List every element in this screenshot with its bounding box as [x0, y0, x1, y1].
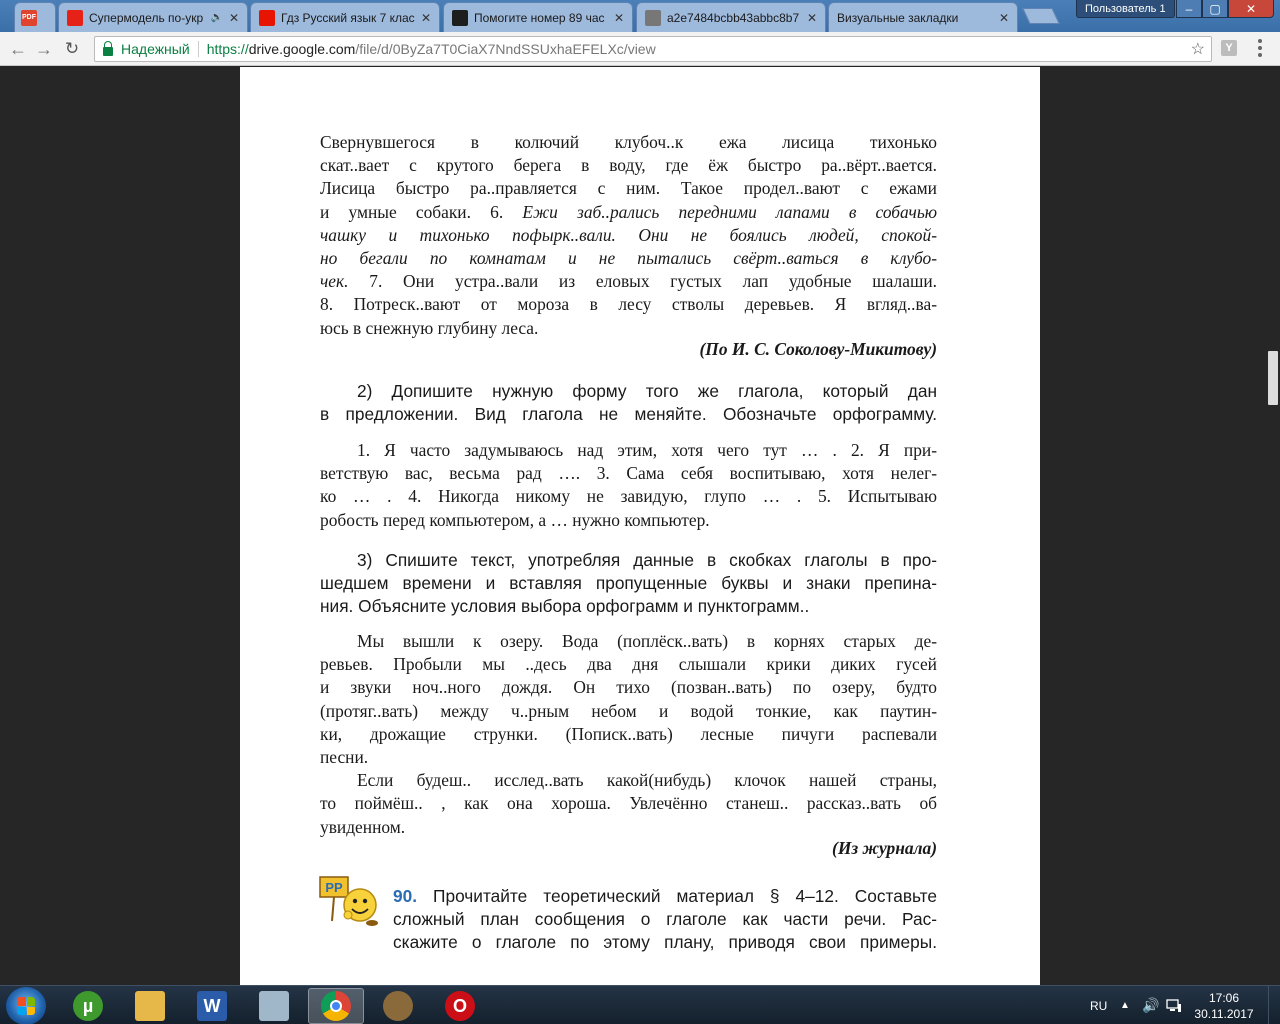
passage-2 [320, 439, 937, 532]
new-tab-button[interactable] [1022, 8, 1059, 24]
taskbar-gimp[interactable] [370, 988, 426, 1024]
clock-date: 30.11.2017 [1194, 1007, 1254, 1021]
tab-label: Гдз Русский язык 7 клас [281, 10, 415, 25]
italic-segment: Ежи заб..рались передними лапами в собачью [522, 201, 937, 222]
word-icon: W [197, 991, 227, 1021]
tab-5[interactable] [828, 2, 1018, 32]
show-hidden-icons-icon[interactable]: ▲ [1120, 1000, 1130, 1011]
tab-label: Супермодель по-укр [89, 10, 204, 25]
start-button[interactable] [6, 987, 46, 1024]
extension-icon[interactable]: Y [1221, 40, 1237, 56]
tab-close-icon[interactable]: ✕ [613, 10, 624, 25]
gimp-icon [383, 991, 413, 1021]
pp-mascot-icon [318, 875, 380, 927]
tab-close-icon[interactable]: ✕ [420, 10, 431, 25]
tab-close-icon[interactable]: ✕ [998, 10, 1009, 25]
text-line: 1. Я часто задумываюсь над этим, хотя чего тут … . 2. Я при- [357, 440, 937, 460]
calculator-icon [259, 991, 289, 1021]
taskbar-calculator[interactable] [246, 988, 302, 1024]
browser-toolbar [0, 32, 1280, 66]
passage-1 [320, 131, 937, 340]
task-3 [320, 549, 937, 617]
text-segment: юсь в снежную глубину леса. [320, 317, 539, 338]
chrome-icon [321, 991, 351, 1021]
text-line [320, 201, 937, 224]
bookmark-star-icon[interactable]: ☆ [1190, 41, 1205, 58]
minimize-button[interactable]: – [1176, 0, 1202, 18]
text-line: ревьев. Пробыли мы ..десь два дня слышали крики диких гусей [320, 654, 937, 675]
back-button[interactable] [6, 37, 30, 61]
tab-1[interactable] [58, 2, 248, 32]
lock-icon [103, 47, 113, 56]
text-line: ния. Объясните условия выбора орфограмм и пунктограмм.. [320, 595, 810, 616]
address-bar[interactable] [94, 36, 1212, 62]
maximize-button[interactable]: ▢ [1202, 0, 1228, 18]
utorrent-icon: µ [73, 991, 103, 1021]
text-line [320, 247, 937, 270]
opera-icon: O [445, 991, 475, 1021]
taskbar-word[interactable] [184, 988, 240, 1024]
taskbar-utorrent[interactable] [60, 988, 116, 1024]
text-line: песни. [320, 746, 369, 767]
tab-label: Помогите номер 89 час [474, 10, 605, 25]
text-line: ветствую вас, весьма рад …. 3. Сама себя воспитываю, хотя нелег- [320, 463, 937, 484]
tab-audio-icon[interactable]: 🔈 [210, 12, 223, 23]
scrollbar-thumb[interactable] [1268, 351, 1278, 405]
forward-arrow-icon: → [35, 38, 53, 59]
text-line [320, 224, 937, 247]
taskbar-chrome[interactable] [308, 988, 364, 1024]
show-desktop-button[interactable] [1268, 986, 1280, 1024]
address-separator [198, 41, 199, 57]
tab-close-icon[interactable]: ✕ [806, 10, 817, 25]
passage-1-source: (По И. С. Соколову-Микитову) [699, 339, 937, 359]
tab-label: a2e7484bcbb43abbc8b7 [667, 10, 800, 25]
profile-button[interactable]: Пользователь 1 [1076, 0, 1175, 18]
back-arrow-icon: ← [9, 38, 27, 59]
taskbar-explorer[interactable] [122, 988, 178, 1024]
text-line: 3) Спишите текст, употребляя данные в скобках глаголы в про- [357, 550, 937, 570]
text-line: и звуки ноч..ного дождя. Он тихо (позван..вать) по озеру, будто [320, 677, 937, 698]
reload-button[interactable] [60, 37, 84, 61]
text-line [320, 131, 937, 154]
text-line: Если будеш.. исслед..вать какой(нибудь) клочок нашей страны, [357, 770, 937, 791]
tab-pinned-pdf[interactable] [14, 2, 56, 32]
windows-logo-icon [17, 997, 35, 1015]
text-segment: 8. Потреск..вают от мороза в лесу стволы деревьев. Я вгляд..ва- [320, 294, 937, 315]
text-line [320, 293, 937, 316]
volume-icon[interactable]: 🔊 [1142, 997, 1160, 1013]
language-indicator[interactable]: RU [1090, 998, 1108, 1013]
text-line: 2) Допишите нужную форму того же глагола, который дан [357, 381, 937, 401]
tab-2[interactable] [250, 2, 440, 32]
exercise-90 [393, 885, 937, 953]
taskbar-opera[interactable] [432, 988, 488, 1024]
text-line [320, 177, 937, 200]
text-line: шедшем времени и вставляя пропущенные буквы и знаки препина- [320, 572, 937, 593]
text-line: ко … . 4. Никогда никому не завидую, глупо … . 5. Испытываю [320, 486, 937, 507]
exercise-90-first-line: Прочитайте теоретический материал § 4–12. Составьте [433, 886, 937, 906]
tab-4[interactable] [636, 2, 826, 32]
tab-strip [0, 0, 1280, 32]
document-page [240, 67, 1040, 985]
italic-segment: чек. [320, 271, 349, 292]
text-line: скажите о глаголе по этому плану, приводя свои примеры. [393, 931, 937, 952]
url-host: drive.google.com [248, 41, 356, 57]
text-segment: Свернувшегося в колючий клубоч..к ежа лисица тихонько [320, 132, 937, 152]
pdf-icon: PDF [21, 10, 37, 26]
text-segment: скат..вает с крутого берега в воду, где ёж быстро ра..вёрт..вается. [320, 155, 937, 176]
youtube-icon [67, 10, 83, 26]
clock[interactable] [1190, 990, 1258, 1022]
network-icon[interactable] [1166, 986, 1182, 1024]
url-path: /file/d/0ByZa7T0CiaX7NndSSUxhaEFELXc/view [355, 41, 656, 57]
text-segment: Лисица быстро ра..правляется с ним. Такое продел..вают с ежами [320, 178, 937, 199]
text-segment: и умные собаки. 6. [320, 201, 523, 222]
task-2 [320, 380, 937, 426]
exercise-number: 90. [393, 886, 418, 906]
text-line: Мы вышли к озеру. Вода (поплёск..вать) в корнях старых де- [357, 631, 937, 651]
text-line: робость перед компьютером, а … нужно компьютер. [320, 509, 710, 530]
text-line: ки, дрожащие струнки. (Пописк..вать) лесные пичуги распевали [320, 723, 937, 744]
text-line: то поймёш.. , как она хороша. Увлечённо станеш.. рассказ..вать об [320, 793, 937, 814]
znanija-icon [452, 10, 468, 26]
tab-3[interactable] [443, 2, 633, 32]
italic-segment: чашку и тихонько пофырк..вали. Они не боялись людей, спокой- [320, 224, 937, 245]
reload-icon: ↻ [64, 39, 80, 58]
clock-time: 17:06 [1208, 991, 1240, 1005]
text-segment: 7. Они устра..вали из еловых густых лап удобные шалаши. [348, 271, 937, 292]
text-line [320, 154, 937, 177]
chrome-menu-icon[interactable] [1252, 38, 1268, 58]
pdf-viewer [0, 67, 1280, 985]
tab-close-icon[interactable]: ✕ [228, 10, 239, 25]
text-line [320, 270, 937, 293]
passage-3-source: (Из журнала) [832, 838, 937, 858]
text-line: в предложении. Вид глагола не меняйте. Обозначьте орфограмму. [320, 403, 937, 424]
url-scheme: https:// [206, 41, 249, 57]
pp-badge-label: PP [325, 880, 343, 895]
text-line: сложный план сообщения о глаголе как части речи. Рас- [393, 908, 937, 929]
text-line: (протяг..вать) между ч..рным небом и водой тонкие, как паутин- [320, 700, 937, 721]
secure-label: Надежный [121, 41, 190, 57]
url-text[interactable] [207, 41, 656, 57]
page-icon [645, 10, 661, 26]
text-line [320, 317, 937, 340]
explorer-icon [135, 991, 165, 1021]
yandex-icon [259, 10, 275, 26]
italic-segment: но бегали по комнатам и не пытались свёрт..ваться в клубо- [320, 247, 937, 268]
close-window-button[interactable]: ✕ [1228, 0, 1274, 18]
text-line: увиденном. [320, 816, 406, 837]
tab-label: Визуальные закладки [837, 10, 959, 25]
windows-taskbar [0, 985, 1280, 1024]
passage-3 [320, 630, 937, 839]
forward-button[interactable] [32, 37, 56, 61]
